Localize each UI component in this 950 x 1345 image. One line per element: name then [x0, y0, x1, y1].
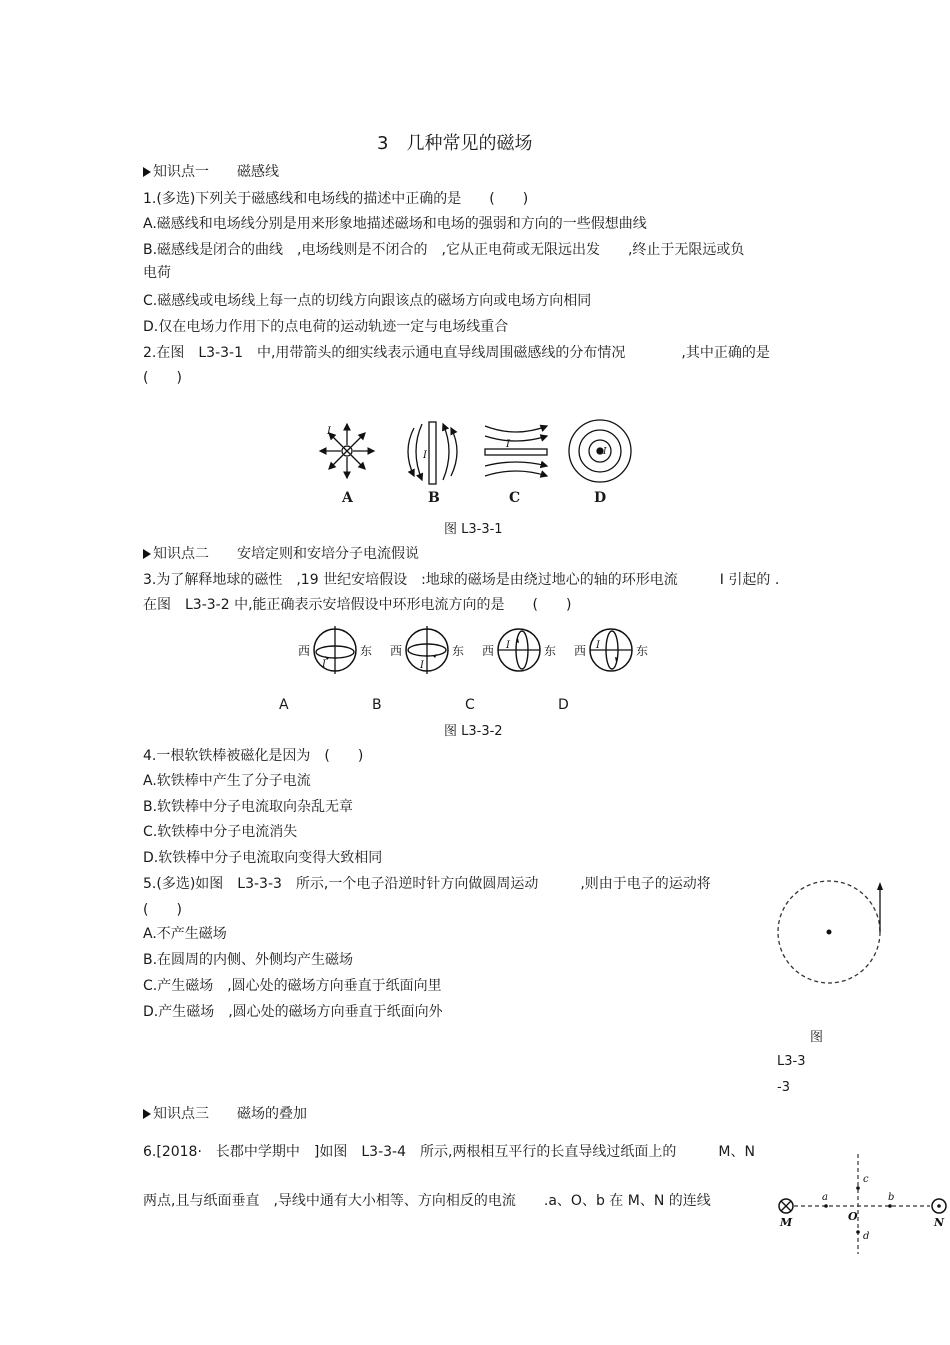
svg-text:I: I: [596, 640, 600, 651]
q2-stem: 2.在图 L3-3-1 中,用带箭头的细实线表示通电直导线周围磁感线的分布情况 ,其中正确的是: [143, 345, 770, 361]
figure-b-vertical-wire: [408, 422, 457, 484]
figure-l3-3-4: [772, 1150, 950, 1260]
q6-stem: 6.[2018· 长郡中学期中 ]如图 L3-3-4 所示,两根相互平行的长直导线过纸面上的 M、N: [143, 1144, 755, 1160]
figure-c-current-label: I: [506, 439, 510, 450]
fig2-label-b: B: [372, 697, 382, 713]
q6-stem-cont: 两点,且与纸面垂直 ,导线中通有大小相等、方向相反的电流 .a、O、b 在 M、N 的连线: [143, 1193, 711, 1209]
globe-d-east: 东: [636, 644, 649, 658]
wire-n-out-of-page: [932, 1199, 946, 1213]
globe-d: [588, 624, 634, 676]
figure-l3-3-1: [310, 418, 640, 493]
globe-a-west: 西: [298, 644, 311, 658]
fig1-label-d: D: [594, 490, 607, 506]
q5-option-d: D.产生磁场 ,圆心处的磁场方向垂直于纸面向外: [143, 1004, 443, 1020]
figure-caption-3-line3: -3: [777, 1080, 790, 1095]
figure-d-concentric-field: [569, 420, 631, 482]
fig2-label-a: A: [279, 697, 289, 713]
section-heading-1: 知识点一 磁感线: [143, 163, 279, 181]
svg-text:N: N: [934, 1216, 945, 1229]
globe-b-west: 西: [390, 644, 403, 658]
q5-option-a: A.不产生磁场: [143, 926, 227, 942]
section-heading-3: 知识点三 磁场的叠加: [143, 1105, 307, 1123]
figure-a-current-label: I: [327, 426, 331, 437]
figure-c-horizontal-wire: [485, 426, 547, 476]
globe-b-east: 东: [452, 644, 465, 658]
q4-option-a: A.软铁棒中产生了分子电流: [143, 773, 311, 789]
q2-stem-cont: ( ): [143, 370, 182, 386]
svg-text:c: c: [863, 1174, 869, 1185]
svg-text:I: I: [420, 660, 424, 671]
q4-option-d: D.软铁棒中分子电流取向变得大致相同: [143, 850, 383, 866]
fig1-label-a: A: [342, 490, 353, 506]
q1-option-d: D.仅在电场力作用下的点电荷的运动轨迹一定与电场线重合: [143, 319, 509, 335]
q1-option-c: C.磁感线或电场线上每一点的切线方向跟该点的磁场方向或电场方向相同: [143, 293, 592, 309]
q1-option-b-cont: 电荷: [143, 265, 171, 281]
q4-option-c: C.软铁棒中分子电流消失: [143, 824, 298, 840]
fig2-label-d: D: [558, 697, 569, 713]
svg-text:O: O: [848, 1210, 858, 1223]
figure-b-current-label: I: [423, 450, 427, 461]
figure-caption-2: 图 L3-3-2: [444, 724, 503, 739]
q5-stem: 5.(多选)如图 L3-3-3 所示,一个电子沿逆时针方向做圆周运动 ,则由于电子的运动将: [143, 876, 711, 892]
figure-d-current-label: I: [603, 447, 607, 457]
figure-caption-3-line2: L3-3: [777, 1054, 806, 1069]
fig1-label-c: C: [509, 490, 521, 506]
q5-option-b: B.在圆周的内侧、外侧均产生磁场: [143, 952, 354, 968]
q4-option-b: B.软铁棒中分子电流取向杂乱无章: [143, 799, 354, 815]
q3-stem: 3.为了解释地球的磁性 ,19 世纪安培假设 :地球的磁场是由绕过地心的轴的环形电流 I 引起的 .: [143, 572, 780, 588]
section-heading-2: 知识点二 安培定则和安培分子电流假说: [143, 545, 419, 563]
q5-option-c: C.产生磁场 ,圆心处的磁场方向垂直于纸面向里: [143, 978, 442, 994]
figure-caption-3-line1: 图: [810, 1030, 824, 1045]
globe-a: [312, 624, 358, 676]
svg-text:I: I: [322, 659, 326, 670]
wire-m-into-page: [779, 1199, 793, 1213]
q5-stem-cont: ( ): [143, 902, 182, 918]
figure-l3-3-3: [772, 876, 892, 988]
svg-text:M: M: [780, 1216, 793, 1229]
q4-stem: 4.一根软铁棒被磁化是因为 ( ): [143, 748, 364, 764]
figure-l3-3-2: [298, 622, 658, 682]
fig1-label-b: B: [428, 490, 440, 506]
figure-caption-1: 图 L3-3-1: [444, 522, 503, 537]
q3-stem-cont: 在图 L3-3-2 中,能正确表示安培假设中环形电流方向的是 ( ): [143, 597, 572, 613]
q1-stem: 1.(多选)下列关于磁感线和电场线的描述中正确的是 ( ): [143, 191, 529, 207]
globe-c-west: 西: [482, 644, 495, 658]
svg-text:b: b: [888, 1192, 895, 1203]
fig2-label-c: C: [465, 697, 475, 713]
svg-text:d: d: [863, 1231, 870, 1242]
svg-text:I: I: [506, 640, 510, 651]
q1-option-a: A.磁感线和电场线分别是用来形象地描述磁场和电场的强弱和方向的一些假想曲线: [143, 216, 647, 232]
globe-c-east: 东: [544, 644, 557, 658]
page-title: 3 几种常见的磁场: [377, 133, 533, 154]
svg-text:a: a: [822, 1192, 828, 1203]
globe-a-east: 东: [360, 644, 373, 658]
globe-b: [404, 624, 450, 676]
globe-d-west: 西: [574, 644, 587, 658]
q1-option-b: B.磁感线是闭合的曲线 ,电场线则是不闭合的 ,它从正电荷或无限远出发 ,终止于无限远或负: [143, 242, 745, 258]
globe-c: [496, 624, 542, 676]
